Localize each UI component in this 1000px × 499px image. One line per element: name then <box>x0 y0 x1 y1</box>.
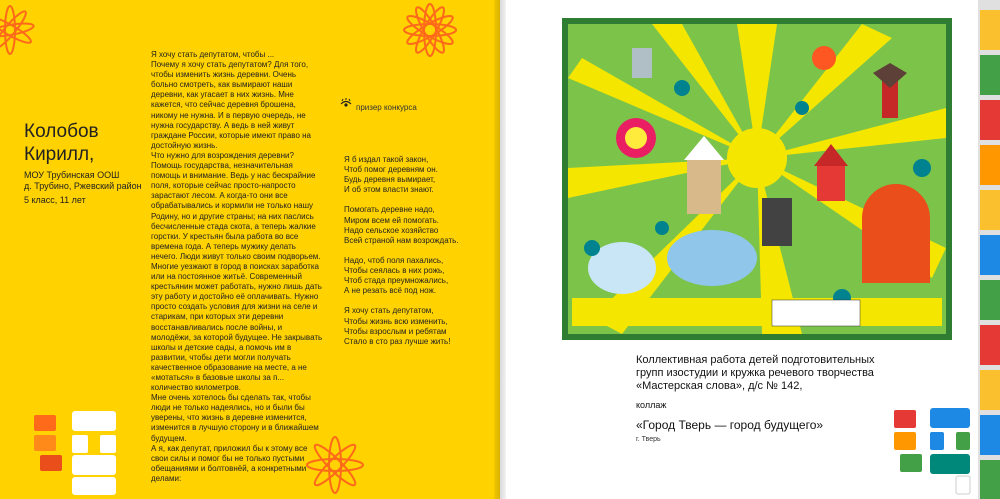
prize-label: призер конкурса <box>356 103 417 112</box>
lego-border-decoration <box>978 0 1000 499</box>
artwork-caption: Коллективная работа детей подготовительных групп изостудии и кружка речевого творчества «Мастерская слова», д/с № 142, <box>636 354 875 392</box>
author-school: МОУ Трубинская ООШ д. Трубино, Ржевский район <box>24 170 142 191</box>
artwork-title: «Город Тверь — город будущего» <box>636 418 824 432</box>
poem-text: Я б издал такой закон, Чтоб помог деревням он. Будь деревня вымирает, И об этом власти знают. Помогать деревне надо, Миром всем ей помогать. Надо сельское хозяйство Всей страной нам возрождать. Надо, чтоб поля пахались, Чтобы сеялась в них рожь, Чтоб стада преумножались, А не резать всё под нож. Я хочу стать депутатом, Чтобы жизнь всю изменить, Чтобы взрослым и ребятам Стало в сто раз лучше жить! <box>344 155 459 346</box>
author-name: Колобов Кирилл, <box>24 121 99 165</box>
lego-number-icon <box>30 405 130 499</box>
eye-icon <box>340 97 352 109</box>
artwork-city: г. Тверь <box>636 436 661 443</box>
lego-number-icon <box>890 400 980 499</box>
artwork-collage <box>562 18 952 340</box>
essay-text: Я хочу стать депутатом, чтобы ... Почему я хочу стать депутатом? Для того, чтобы изменить жизнь деревни. Очень больно смотреть, как вымирают наши деревни, как угасает в них жизнь. Мне кажется, что сейчас деревня брошена, никому не нужна. И в первую очередь, не нужна государству. А ведь в ней живут граждане России, которые имеют право на достойную жизнь. Что нужно для возрождения деревни? Помощь государства, незначительная помощь и внимание. Ведь у нас бескрайние поля, которые сейчас просто-напросто зарастают лесом. А когда-то они все обрабатывались и кормили не только нашу Родину, но и другие страны; на них паслись бесчисленные стада скота, а теперь жалкие горстки. У крестьян была работа во все времена года. А теперь мужику делать нечего. Люди живут только своим подворьем. Многие уезжают в город в поисках заработка или на постоянное житьё. Современный крестьянин может работать, нужно лишь дать эту работу и достойно её оплачивать. Нужно просто создать условия для жизни на селе и старикам, при которых эти деревни восстанавливались после войны, и молодёжи, за которой будущее. Не закрывать школы и детские сады, а помочь им в развитии, чтобы дети могли получать качественное образование на месте, а не «мотаться» в базовые школы за п... количество километров. Мне очень хотелось бы сделать так, чтобы люди не только надеялись, но и были бы уверены, что жизнь в деревне изменится, изменится в лучшую сторону и в ближайшем будущем. А я, как депутат, приложил бы к этому все свои силы и помог бы не только пустыми обещаниями и болтовнёй, а конкретными делами: <box>151 50 323 483</box>
author-grade: 5 класс, 11 лет <box>24 195 86 205</box>
artwork-genre: коллаж <box>636 400 667 410</box>
flower-decoration-icon <box>0 0 60 80</box>
page-spine <box>494 0 506 499</box>
flower-decoration-icon <box>375 0 485 80</box>
